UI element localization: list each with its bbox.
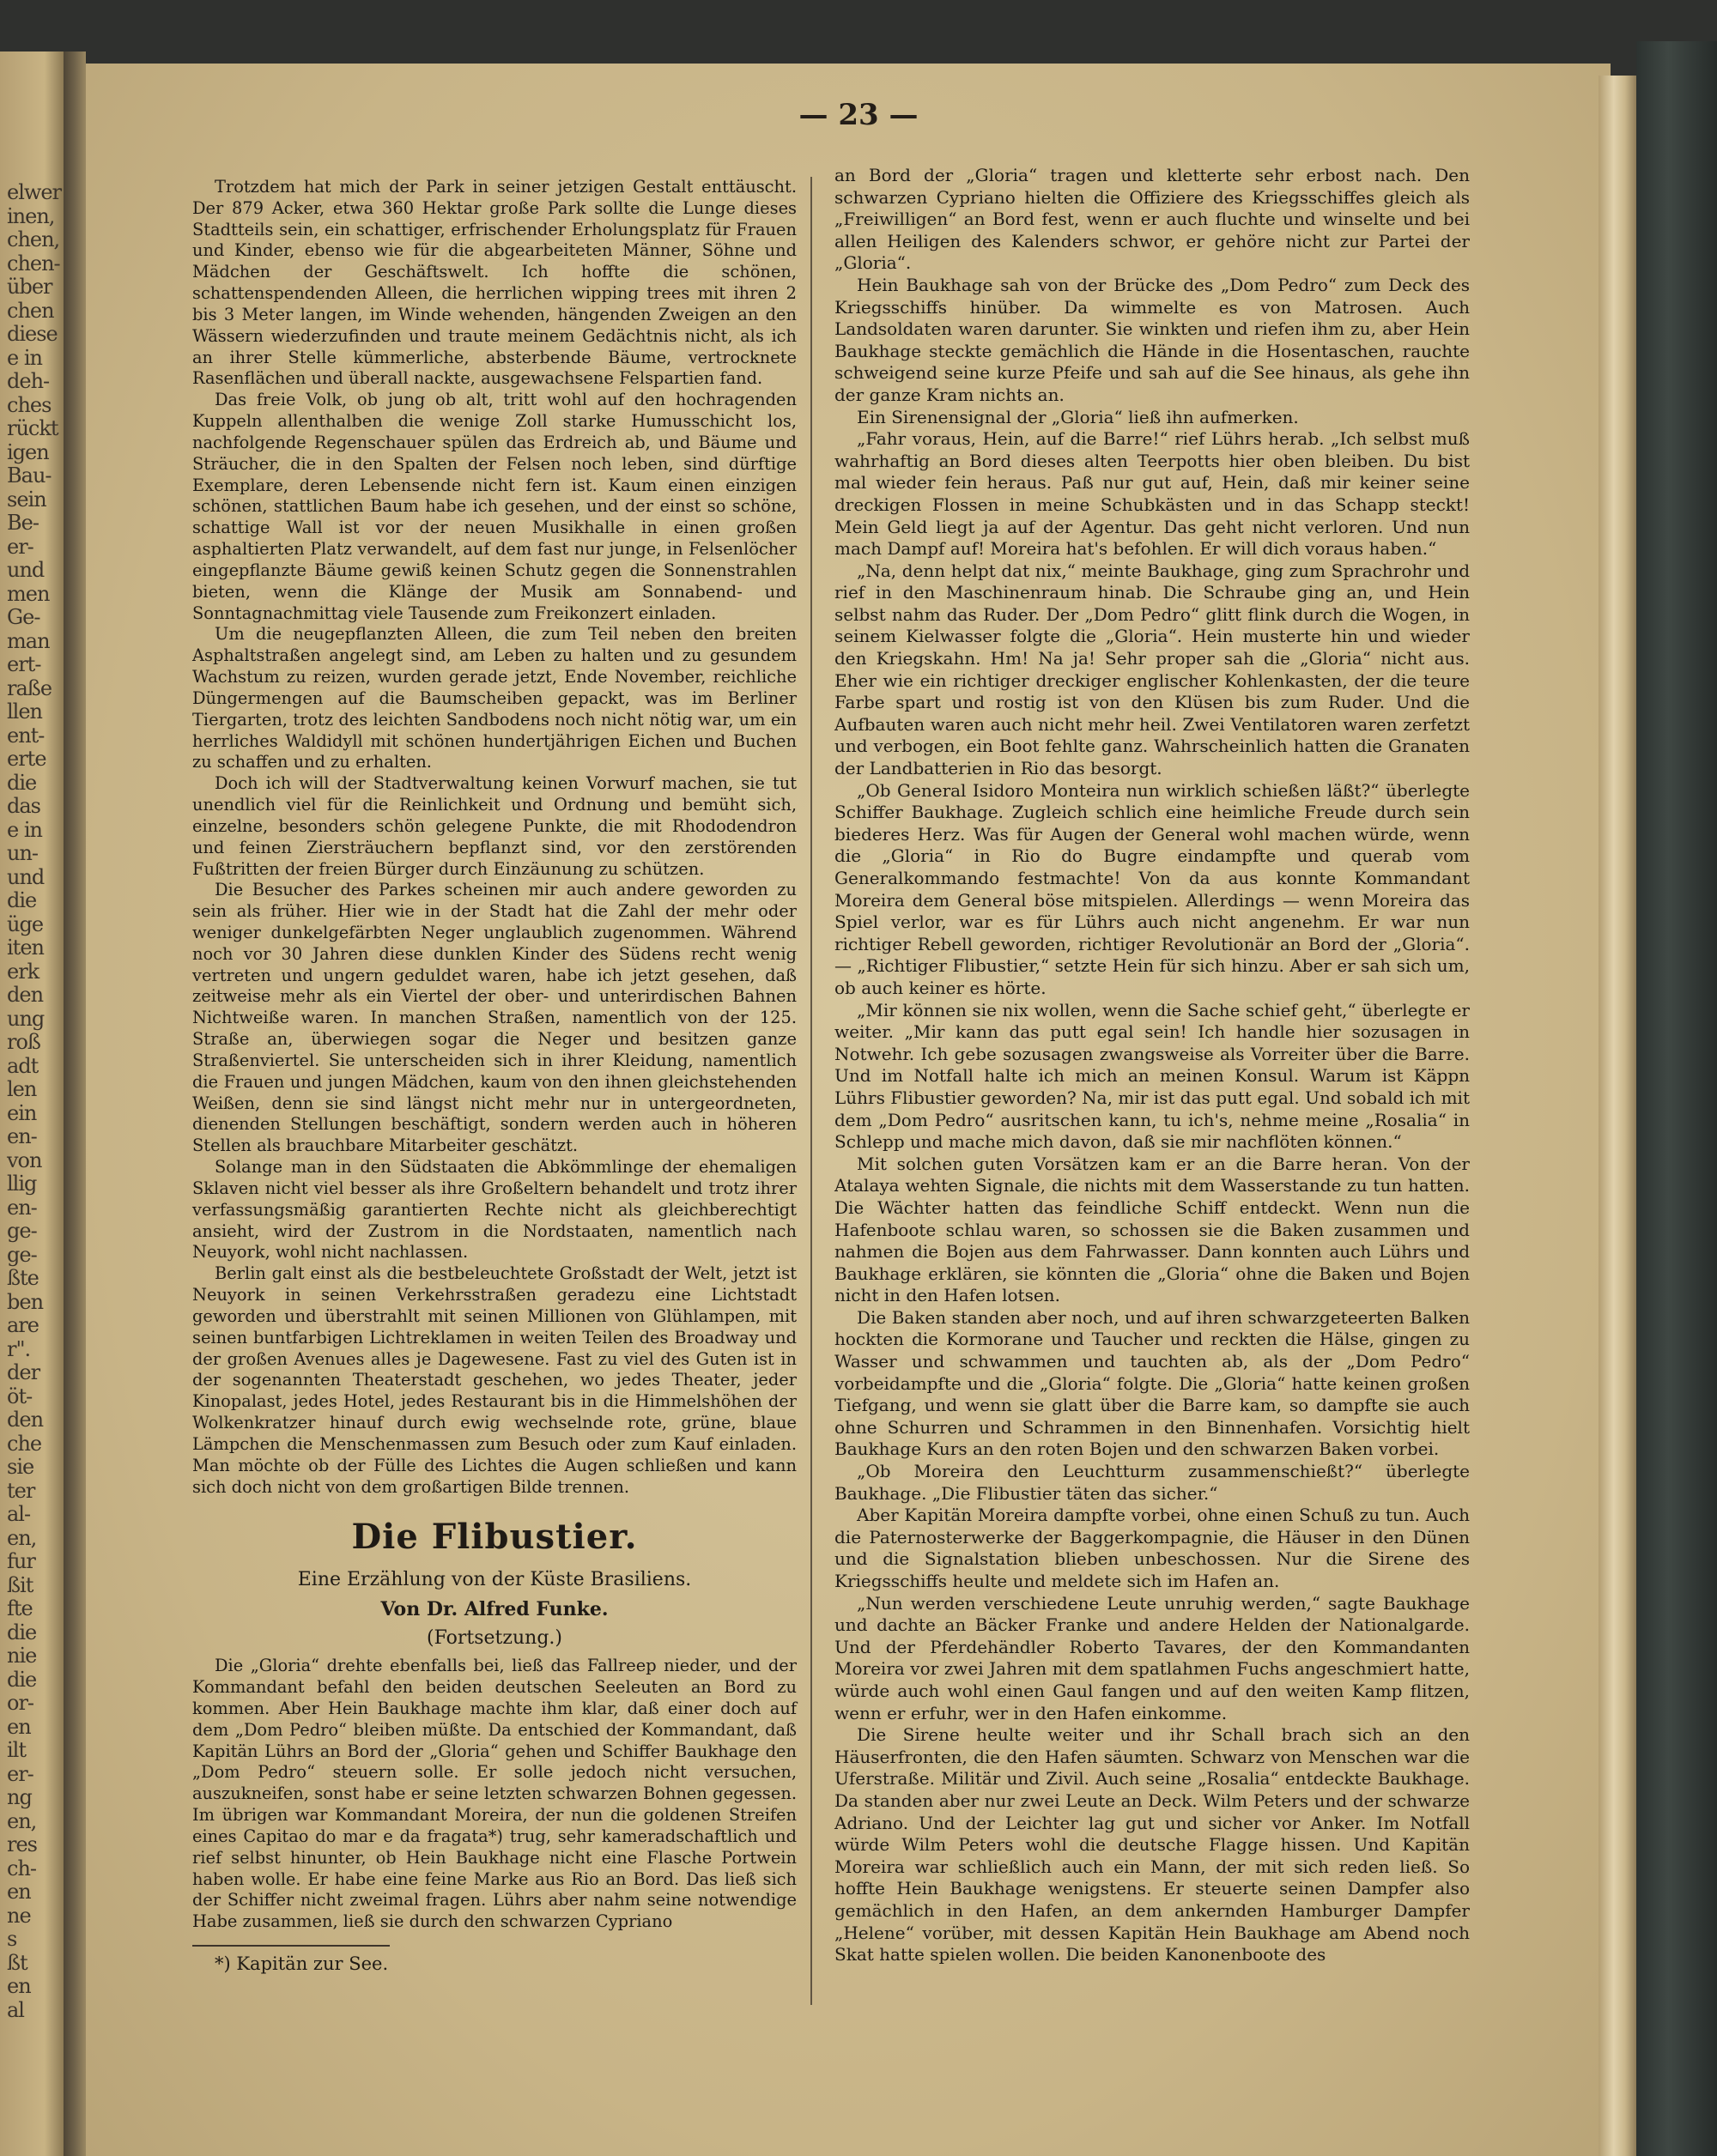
paragraph: Aber Kapitän Moreira dampfte vorbei, ohne einen Schuß zu tun. Auch die Paternosterwerke der Baggerkompagnie, die Häuser in den Dünen und die Signalstation blieben unbeschossen. Nur die Sirene des Kriegsschiffs heulte und meldete sich im Hafen an. — [834, 1505, 1470, 1591]
left-page-fragment: den — [7, 1408, 44, 1432]
left-page-fragment: deh- — [7, 369, 50, 393]
left-column — [192, 177, 797, 1996]
left-page-fragment: ch- — [7, 1856, 37, 1880]
story-opening — [192, 1656, 797, 1933]
left-page-fragment: elwer — [7, 180, 62, 204]
paragraph: „Na, denn helpt dat nix,“ meinte Baukhage, ging zum Sprachrohr und rief in den Maschinenraum hinab. Die Schraube ging an, und Hein selbst nahm das Ruder. Der „Dom Pedro“ glitt flink durch die Wogen, in seinem Kielwasser folgte die „Gloria“. Hein musterte hin und wieder den Kriegskahn. Hm! Na ja! Sehr proper sah die „Gloria“ nicht aus. Eher wie ein richtiger dreckiger englischer Kohlenkasten, der die teure Farbe spart und rostig ist von den Klüsen bis zum Ruder. Und die Aufbauten waren auch nicht mehr heil. Zwei Ventilatoren waren zerfetzt und verbogen, ein Boot fehlte ganz. Wahrscheinlich hatten die Granaten der Landbatterien in Rio das besorgt. — [834, 560, 1470, 779]
book-binding — [1636, 41, 1717, 2156]
left-page-fragment: Ge- — [7, 605, 40, 629]
left-page-fragment: che — [7, 1431, 42, 1456]
left-page-fragment: die — [7, 1667, 37, 1692]
left-page-fragment: üge — [7, 911, 44, 936]
paragraph: Hein Baukhage sah von der Brücke des „Dom Pedro“ zum Deck des Kriegsschiffs hinüber. Da wimmelte es von Matrosen. Auch Landsoldaten waren darunter. Sie winkten und riefen ihm zu, aber Hein Baukhage steckte gemächlich die Hände in die Hosentaschen, rauchte schweigend seine kurze Pfeife und sah auf die See hinaus, als gehe ihn der ganze Kram nichts an. — [834, 274, 1470, 405]
left-page-fragment: s — [7, 1927, 17, 1951]
paragraph: Doch ich will der Stadtverwaltung keinen Vorwurf machen, sie tut unendlich viel für die Reinlichkeit und Ordnung und bemüht sich, einzelne, besonders schön gelegene Punkte, die mit Rhododendron und feinen Ziersträuchern bepflanzt sind, vor den zerstörenden Fußtritten der freien Bürger durch Einzäunung zu schützen. — [192, 773, 797, 879]
left-page-fragment: den — [7, 983, 44, 1007]
left-page-fragment: len — [7, 1077, 37, 1101]
left-page-fragment: ches — [7, 392, 52, 417]
left-page-fragment: al — [7, 1997, 24, 2022]
footnote: *) Kapitän zur See. — [215, 1953, 389, 1975]
left-page-fragment: die — [7, 1620, 37, 1644]
left-page-fragment: ert- — [7, 652, 41, 676]
left-page-fragment: e in — [7, 817, 42, 842]
left-page-fragment: ein — [7, 1100, 37, 1125]
left-page-fragment: die — [7, 888, 37, 912]
left-page-fragment: r". — [7, 1336, 31, 1361]
left-page-fragment: der — [7, 1360, 40, 1384]
right-column — [834, 165, 1470, 2007]
paragraph: an Bord der „Gloria“ tragen und kletterte sehr erbost nach. Den schwarzen Cypriano hielten die Offiziere des Kriegsschiffes gleich als „Freiwilligen“ an Bord fest, wenn er auch fluchte und winselte und bei allen Heiligen des Kalenders schwor, er gehöre nicht zur Partei der „Gloria“. — [834, 165, 1470, 274]
paragraph: Die Baken standen aber noch, und auf ihren schwarzgeteerten Balken hockten die Kormorane und Taucher und reckten die Hälse, gingen zu Wasser und schwammen und tauchten ab, als der „Dom Pedro“ vorbeidampfte und die „Gloria“ folgte. Die „Gloria“ hatte keinen großen Tiefgang, und wenn sie glatt über die Barre kam, so dampfte sie auch ohne Schurren und Schrammen in den Binnenhafen. Vorsichtig hielt Baukhage Kurs an den roten Bojen und den schwarzen Baken vorbei. — [834, 1306, 1470, 1460]
footnote-rule — [192, 1945, 390, 1947]
left-page-fragment: ent- — [7, 723, 45, 748]
left-page-fragment: chen — [7, 298, 54, 323]
paragraph: „Ob Moreira den Leuchtturm zusammenschießt?“ überlegte Baukhage. „Die Flibustier täten das sicher.“ — [834, 1461, 1470, 1504]
left-page-fragment: en, — [7, 1525, 37, 1550]
left-page-fragment: ßte — [7, 1266, 39, 1290]
left-page-fragment: en — [7, 1974, 31, 1998]
paragraph: Solange man in den Südstaaten die Abkömmlinge der ehemaligen Sklaven nicht viel besser als ihre Großeltern behandelt und trotz ihrer verfassungsmäßig garantierten Rechte nicht als gleichberechtigt ansieht, wird der Zustrom in die Nordstaaten, namentlich nach Neuyork, wohl nicht nachlassen. — [192, 1157, 797, 1263]
left-page-fragment: Bau- — [7, 463, 52, 488]
left-page-fragment: sie — [7, 1455, 34, 1479]
left-page-fragment: raße — [7, 675, 52, 700]
left-page-fragment: llig — [7, 1172, 37, 1196]
left-page-fragment: un- — [7, 841, 39, 865]
left-page-fragment: fur — [7, 1549, 35, 1573]
left-page-fragment: en — [7, 1714, 31, 1739]
left-page-fragment: nie — [7, 1644, 37, 1668]
left-page-fragment: or- — [7, 1691, 34, 1715]
paragraph: „Ob General Isidoro Monteira nun wirklich schießen läßt?“ überlegte Schiffer Baukhage. Zugleich schlich eine heimliche Freude durch sein biederes Herz. Was für Augen der General wohl machen würde, wenn die „Gloria“ in Rio do Bugre eindampfte und querab vom Generalkommando festmachte! Von da aus konnte Kommandant Moreira dem General böse mitspielen. Allerdings — wenn Moreira das Spiel verlor, war es für Lührs auch nicht angenehm. Er war nun richtiger Rebell geworden, richtiger Revolutionär an Bord der „Gloria“. — „Richtiger Flibustier,“ setzte Hein für sich hinzu. Aber er sah sich um, ob auch keiner es hörte. — [834, 779, 1470, 998]
book-gutter — [64, 51, 86, 2156]
paragraph: Das freie Volk, ob jung ob alt, tritt wohl auf den hochragenden Kuppeln allenthalben die wenige Zoll starke Humusschicht los, nachfolgende Regenschauer spülen das Erdreich ab, und Bäume und Sträucher, die in den Spalten der Felsen noch leben, sind dürftige Exemplare, deren Lebensende nicht fern ist. Kaum einen einzigen schönen, stattlichen Baum habe ich gesehen, und der einst so schöne, schattige Wall ist vor der neuen Musikhalle in einen großen asphaltierten Platz verwandelt, auf dem fast nur junge, in Felsenlöcher eingepflanzte Bäume gewiß keinen Schutz gegen die Sonnenstrahlen bieten, wenn die Klänge der Musik am Sonnabend- und Sonntagnachmittag viele Tausende zum Freikonzert einladen. — [192, 390, 797, 623]
left-page-fragment: erte — [7, 747, 46, 771]
left-page-fragment: und — [7, 558, 45, 582]
paragraph: „Nun werden verschiedene Leute unruhig werden,“ sagte Baukhage und dachte an Bäcker Franke und andere Helden der Nationalgarde. Und der Pferdehändler Roberto Tavares, der den Kommandanten Moreira vor zwei Jahren mit dem spatlahmen Fuchs angeschmiert hatte, würde auch wohl einen Gaul fangen und auf den weiten Kamp flitzen, wenn er erfuhr, wer in den Hafen einkomme. — [834, 1592, 1470, 1723]
column-rule — [810, 177, 812, 2005]
left-page-fragment: ßit — [7, 1572, 33, 1597]
left-page-fragment: er- — [7, 534, 33, 559]
left-page-fragment: en, — [7, 1808, 37, 1833]
left-page-fragment: und — [7, 864, 45, 889]
left-page-fragment: von — [7, 1148, 42, 1172]
left-page-fragment: al- — [7, 1502, 31, 1526]
left-page-fragment: res — [7, 1832, 37, 1856]
left-page-fragment: are — [7, 1313, 39, 1337]
left-page-fragment: chen- — [7, 251, 60, 276]
paragraph: Berlin galt einst als die bestbeleuchtete Großstadt der Welt, jetzt ist Neuyork in seinen Verkehrsstraßen geradezu eine Lichtstadt geworden und überstrahlt mit seinen Millionen von Glühlampen, mit seinen buntfarbigen Lichtreklamen in weiten Teilen des Broadway und der großen Avenues alles je Dagewesene. Fast zu viel des Guten ist in der sogenannten Theaterstadt geschehen, wo jedes Theater, jeder Kinopalast, jedes Hotel, jedes Restaurant bis in die Himmelshöhen der Wolkenkratzer hinauf durch ewig wechselnde rote, grüne, blaue Lämpchen die Menschenmassen zum Besuch oder zum Kauf einladen. Man möchte ob der Fülle des Lichtes die Augen schließen und kann sich doch nicht von dem großartigen Bilde trennen. — [192, 1263, 797, 1497]
story-subtitle: Eine Erzählung von der Küste Brasiliens. — [297, 1569, 692, 1591]
paragraph: Ein Sirenensignal der „Gloria“ ließ ihn aufmerken. — [857, 406, 1299, 427]
left-page-fragment: llen — [7, 699, 43, 724]
left-page-fragment: e in — [7, 345, 42, 370]
paragraph: „Mir können sie nix wollen, wenn die Sache schief geht,“ überlegte er weiter. „Mir kann das putt egal sein! Ich handle hier sozusagen in Notwehr. Ich gebe sozusagen zwangsweise als Vorreiter über die Barre. Und im Notfall halte ich mich an meinen Konsul. Warum ist Käppn Lührs Flibustier geworden? Na, mir ist das putt egal. Und sobald ich mit dem „Dom Pedro“ ausritschen kann, tu ich's, nehme meine „Rosalia“ in Schlepp und mache mich davon, daß sie mir nachflöten können.“ — [834, 999, 1470, 1153]
left-page-fragment: er- — [7, 1761, 33, 1786]
left-page-fragment: ter — [7, 1478, 35, 1503]
left-page-fragment: über — [7, 275, 52, 299]
left-page-fragment: rückt — [7, 416, 58, 440]
left-page-fragment: igen — [7, 439, 49, 464]
left-page-fragment: inen, — [7, 203, 55, 228]
left-page-fragment: men — [7, 581, 50, 606]
page-stack-edge — [1599, 76, 1636, 2156]
left-page-fragment: en- — [7, 1195, 37, 1220]
left-page-fragment: ng — [7, 1785, 32, 1809]
paragraph: Die „Gloria“ drehte ebenfalls bei, ließ das Fallreep nieder, und der Kommandant befahl den beiden deutschen Seeleuten an Bord zu kommen. Aber Hein Baukhage machte ihm klar, daß einer doch auf dem „Dom Pedro“ bleiben müßte. Da entschied der Kommandant, daß Kapitän Lührs an Bord der „Gloria“ gehen und Schiffer Baukhage den „Dom Pedro“ steuern solle. Er solle jedoch nicht versuchen, auszukneifen, sonst habe er seine letzten schwarzen Bohnen gegessen. Im übrigen war Kommandant Moreira, der nun die goldenen Streifen eines Capitao do mar e da fragata*) trug, sehr kameradschaftlich und rief selbst hinunter, ob Hein Baukhage nicht eine Flasche Portwein haben wolle. Er habe eine feine Marke aus Rio an Bord. Das ließ sich der Schiffer nicht zweimal fragen. Lührs aber nahm seine notwendige Habe zusammen, ließ sie durch den schwarzen Cypriano — [192, 1656, 797, 1932]
left-page-fragment: das — [7, 794, 40, 818]
left-page-fragment: man — [7, 628, 50, 653]
story-byline: Von Dr. Alfred Funke. — [380, 1598, 609, 1621]
story-continuation-note: (Fortsetzung.) — [427, 1627, 562, 1650]
left-page-fragment: ge- — [7, 1219, 37, 1243]
left-page-fragment: fte — [7, 1596, 33, 1620]
left-page-fragment: ung — [7, 1006, 45, 1031]
left-page-fragment: ilt — [7, 1738, 26, 1762]
paragraph: „Fahr voraus, Hein, auf die Barre!“ rief Lührs herab. „Ich selbst muß wahrhaftig an Bord dieses alten Teerpotts hier oben bleiben. Du bist mal wieder fein heraus. Paß nur gut auf, Hein, daß mir keiner seine dreckigen Flossen in meine Schubkästen und in das Schapp steckt! Mein Geld liegt ja auf der Agentur. Das geht nicht verloren. Und nun mach Dampf auf! Moreira hat's befohlen. Er will dich voraus haben.“ — [834, 428, 1470, 560]
left-page-fragment: chen, — [7, 227, 60, 251]
left-page-fragment: diese — [7, 322, 58, 346]
left-page-fragment: iten — [7, 936, 44, 960]
paragraph: Die Sirene heulte weiter und ihr Schall brach sich an den Häuserfronten, die den Hafen säumten. Schwarz von Menschen war die Uferstraße. Militär und Zivil. Auch seine „Rosalia“ entdeckte Baukhage. Da standen aber nur zwei Leute an Deck. Wilm Peters und der schwarze Adriano. Und der Leichter lag gut und sicher vor Anker. Im Notfall würde Wilm Peters wohl die deutsche Flagge hissen. Und Kapitän Moreira war schließlich auch ein Mann, der mit sich reden ließ. So hoffte Hein Baukhage wenigstens. Er steuerte seinen Dampfer also gemächlich in den Hafen, an dem ankernden Hamburger Dampfer „Helene“ vorüber, mit dessen Kapitän Hein Baukhage am Abend noch Skat hatte spielen wollen. Die beiden Kanonenboote des — [834, 1724, 1470, 1965]
left-page-fragment: en — [7, 1880, 31, 1904]
left-page-edge — [0, 51, 64, 2156]
left-page-fragment: die — [7, 770, 37, 795]
left-page-fragment: Be- — [7, 511, 39, 535]
left-page-fragment: ben — [7, 1289, 44, 1314]
paragraph: Die Besucher des Parkes scheinen mir auch andere geworden zu sein als früher. Hier wie in der Stadt hat die Zahl der mehr oder weniger dunkelgefärbten Neger unglaublich zugenommen. Während noch vor 30 Jahren diese dunklen Kinder des Südens recht wenig vertreten und ungern geduldet waren, habe ich jetzt gesehen, daß zeitweise mehr als ein Viertel der ober- und unterirdischen Bahnen Nichtweiße waren. In manchen Straßen, namentlich von der 125. Straße an, überwiegen sogar die Neger und besitzen ganze Straßenviertel. Sie unterscheiden sich in ihrer Kleidung, namentlich die Frauen und jungen Mädchen, kaum von den ihnen gleichstehenden Weißen, denn sie sind längst nicht mehr nur in untergeordneten, dienenden Stellungen beschäftigt, sondern werden auch in höheren Stellen als brauchbare Mitarbeiter geschätzt. — [192, 880, 797, 1156]
left-page-fragment: öt- — [7, 1384, 33, 1408]
left-page-fragment: adt — [7, 1053, 39, 1078]
left-page-fragment: en- — [7, 1124, 37, 1148]
paragraph: Um die neugepflanzten Alleen, die zum Teil neben den breiten Asphaltstraßen angelegt sind, am Leben zu halten und zu gesundem Wachstum zu reizen, wurden gerade jetzt, Ende November, reichliche Düngermengen auf die Baumscheiben gepackt, was im Berliner Tiergarten, trotz des leichten Sandbodens noch nicht nötig war, um ein herrliches Waldidyll mit schönen hundertjährigen Eichen und Buchen zu schaffen und zu erhalten. — [192, 624, 797, 772]
left-page-fragment: roß — [7, 1030, 40, 1054]
left-article — [192, 177, 797, 1498]
left-page-fragment: sein — [7, 487, 46, 512]
left-page-fragment: ge- — [7, 1242, 37, 1267]
left-page-fragment: ne — [7, 1903, 31, 1928]
paragraph: Trotzdem hat mich der Park in seiner jetzigen Gestalt enttäuscht. Der 879 Acker, etwa 360 Hektar große Park sollte die Lunge dieses Stadtteils sein, ein schattiger, erfrischender Erholungsplatz für Frauen und Kinder, ebenso wie für die abgearbeiteten Männer, Söhne und Mädchen der Geschäftswelt. Ich hoffte die schönen, schattenspendenden Alleen, die herrlichen wipping trees mit ihren 2 bis 3 Meter langen, im Winde wehenden, hängenden Zweigen an den Wässern wiederzufinden und traute meinem Gedächtnis nicht, als ich an ihrer Stelle kümmerliche, absterbende Bäume, vertrocknete Rasenflächen und überall nackte, ausgewachsene Felspartien fand. — [192, 177, 797, 389]
page-number: — 23 — — [798, 98, 919, 132]
story-title: Die Flibustier. — [351, 1517, 638, 1558]
left-page-fragment: ßt — [7, 1950, 27, 1975]
paragraph: Mit solchen guten Vorsätzen kam er an die Barre heran. Von der Atalaya wehten Signale, die nichts mit dem Wasserstande zu tun hatten. Die Wächter hatten das feindliche Schiff entdeckt. Wenn nun die Hafenboote schlau waren, so schossen sie die Baken zusammen und nahmen die Bojen aus dem Fahrwasser. Dann konnten auch Lührs und Baukhage erklären, sie könnten die „Gloria“ ohne die Baken und Bojen nicht in den Hafen lotsen. — [834, 1153, 1470, 1306]
left-page-fragment: erk — [7, 959, 39, 984]
